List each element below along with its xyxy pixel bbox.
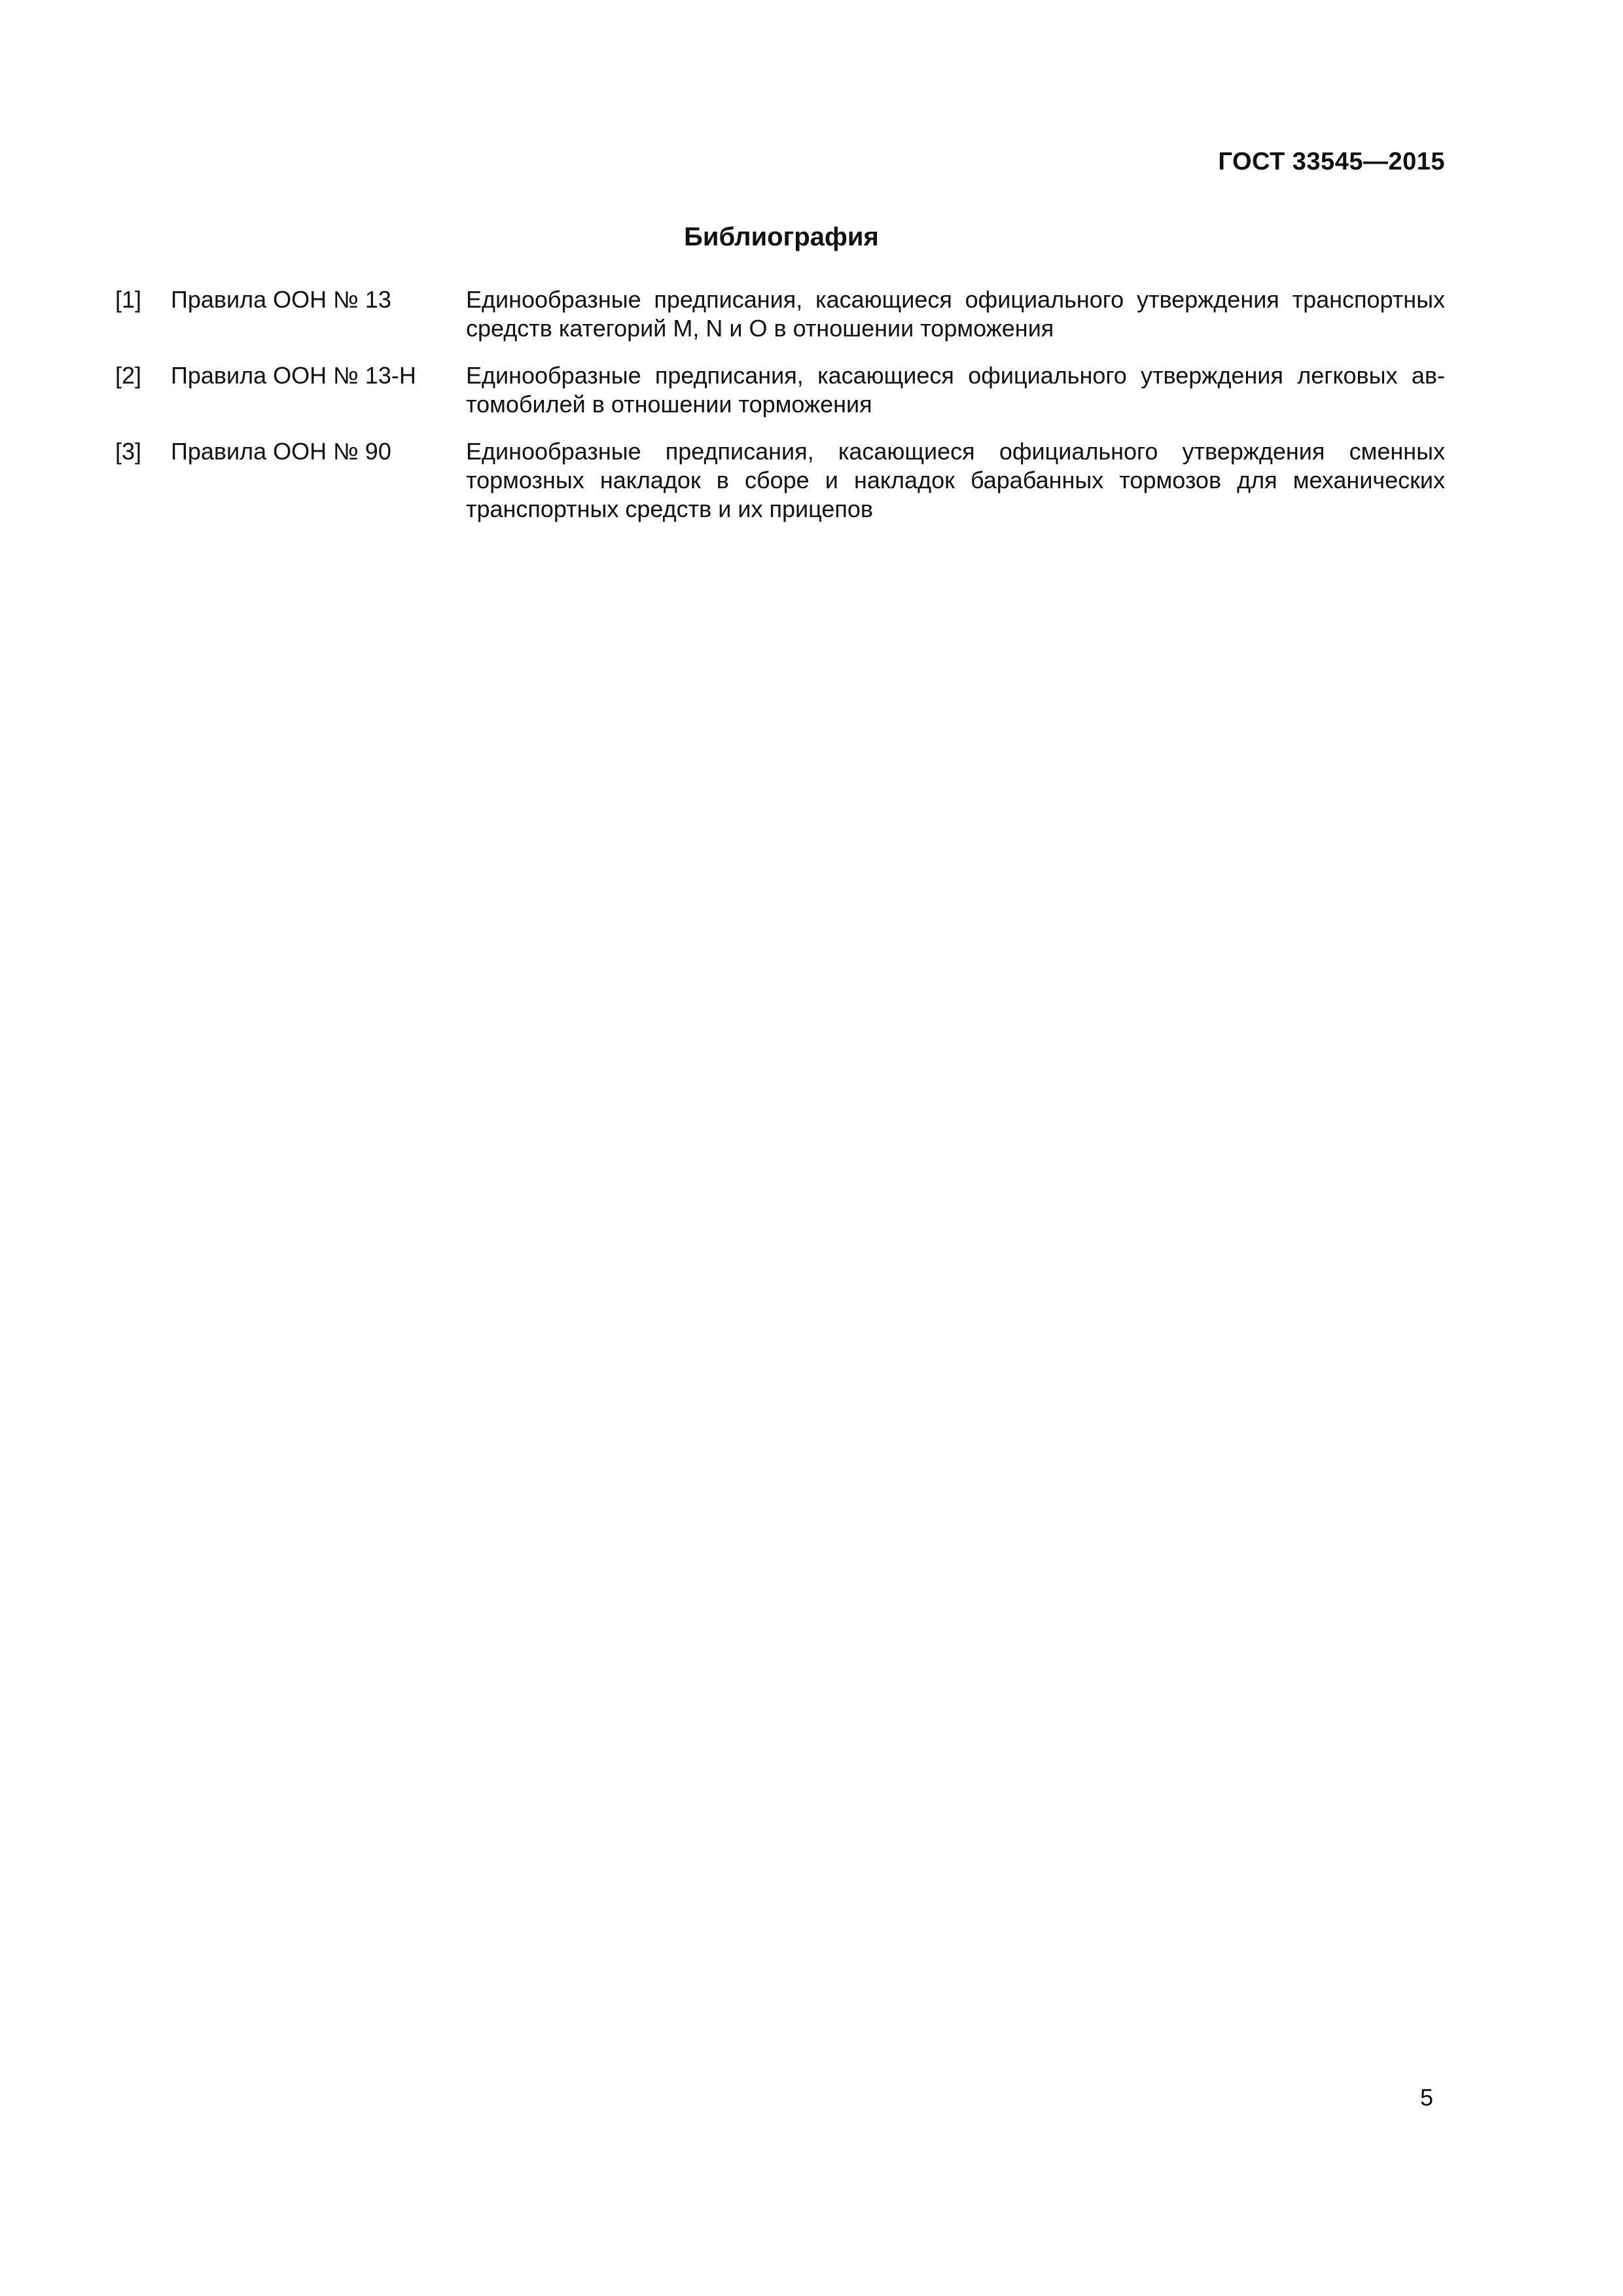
section-title: Библиография: [684, 223, 879, 251]
bibliography-entry: [115, 361, 1445, 419]
entry-reference: Правила ООН № 13-Н: [171, 362, 416, 389]
entry-description: Единообразные предписания, касающиеся официального утверждения легковых автомобилей в отношении торможения: [466, 362, 1445, 418]
bibliography-entry: [115, 437, 1445, 524]
document-code: ГОСТ 33545—2015: [1218, 148, 1445, 175]
page-number: 5: [1419, 2084, 1433, 2111]
entry-description: Единообразные предписания, касающиеся официального утверждения сменных тормозных накладок в сборе и накладок барабанных тормозов для механических транспортных средств и их прицепов: [466, 438, 1445, 522]
entry-reference: Правила ООН № 90: [171, 438, 391, 465]
entry-number: [2]: [115, 362, 142, 389]
entry-number: [3]: [115, 438, 142, 465]
bibliography-entry: [115, 285, 1445, 343]
entry-reference: Правила ООН № 13: [171, 286, 391, 313]
entry-number: [1]: [115, 286, 142, 313]
bibliography-list: [115, 285, 1445, 542]
entry-description: Единообразные предписания, касающиеся официального утверждения транспортных средств категорий M, N и O в отношении торможения: [466, 286, 1445, 342]
